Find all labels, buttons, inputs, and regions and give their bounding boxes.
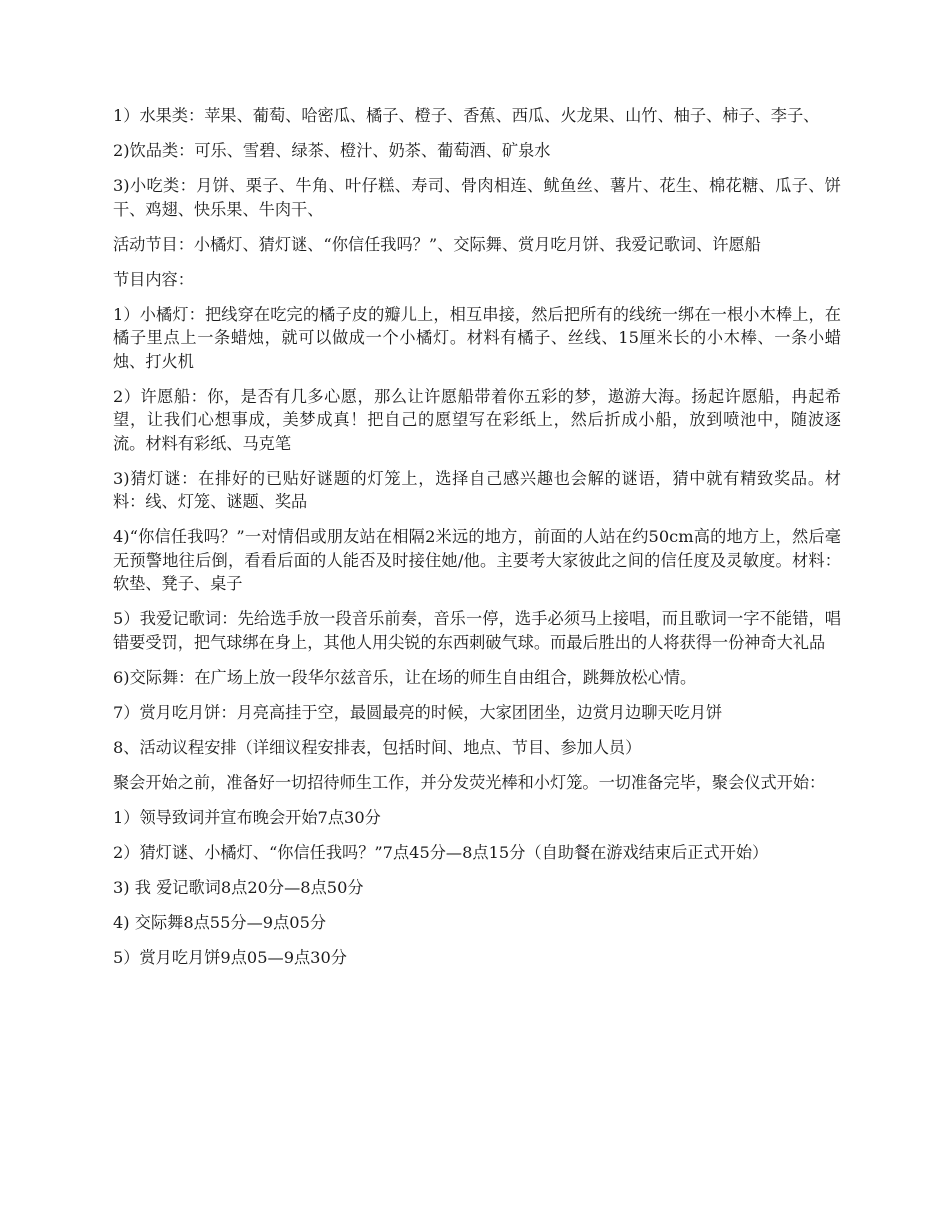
paragraph-wishing-boat: 2）许愿船：你，是否有几多心愿，那么让许愿船带着你五彩的梦，遨游大海。扬起许愿船，冉起希望，让我们心想事成，美梦成真！把自己的愿望写在彩纸上，然后折成小船，放到喷池中，随波逐流。材料有彩纸、马克笔 — [113, 386, 841, 453]
paragraph-drinks: 2)饮品类：可乐、雪碧、绿茶、橙汁、奶茶、葡萄酒、矿泉水 — [113, 141, 551, 160]
agenda-item-2: 2）猜灯谜、小橘灯、“你信任我吗？”7点45分—8点15分（自助餐在游戏结束后正式开始） — [113, 842, 769, 862]
paragraph-lantern-riddles: 3)猜灯谜：在排好的已贴好谜题的灯笼上，选择自己感兴趣也会解的谜语，猜中就有精致奖品。材料：线、灯笼、谜题、奖品 — [113, 468, 841, 511]
paragraph-fruits: 1）水果类：苹果、葡萄、哈密瓜、橘子、橙子、香蕉、西瓜、火龙果、山竹、柚子、柿子、李子、 — [113, 106, 820, 125]
paragraph-moon-viewing: 7）赏月吃月饼：月亮高挂于空，最圆最亮的时候，大家团团坐，边赏月边聊天吃月饼 — [113, 702, 723, 722]
agenda-item-4: 4) 交际舞8点55分—9点05分 — [113, 912, 327, 932]
paragraph-lyrics-game: 5）我爱记歌词：先给选手放一段音乐前奏，音乐一停，选手必须马上接唱，而且歌词一字不能错，唱错要受罚，把气球绑在身上，其他人用尖锐的东西刺破气球。而最后胜出的人将获得一份神奇大礼品 — [113, 609, 841, 652]
paragraph-preparation: 聚会开始之前，准备好一切招待师生工作，并分发荧光棒和小灯笼。一切准备完毕，聚会仪式开始： — [113, 772, 826, 792]
paragraph-agenda-heading: 8、活动议程安排（详细议程安排表，包括时间、地点、节目、参加人员） — [113, 737, 642, 757]
paragraph-program-heading: 节目内容： — [113, 269, 194, 289]
agenda-item-3: 3) 我 爱记歌词8点20分—8点50分 — [113, 877, 364, 897]
document-page — [113, 104, 841, 981]
paragraph-trust-game: 4)“你信任我吗？”一对情侣或朋友站在相隔2米远的地方，前面的人站在约50cm高的地方上，然后毫无预警地往后倒，看看后面的人能否及时接住她/他。主要考大家彼此之间的信任度及灵敏度。材料：软垫、凳子、桌子 — [113, 527, 841, 593]
paragraph-activities: 活动节目：小橘灯、猜灯谜、“你信任我吗？”、交际舞、赏月吃月饼、我爱记歌词、许愿船 — [113, 234, 761, 254]
agenda-item-5: 5）赏月吃月饼9点05—9点30分 — [113, 947, 347, 967]
paragraph-snacks: 3)小吃类：月饼、栗子、牛角、叶仔糕、寿司、骨肉相连、鱿鱼丝、薯片、花生、棉花糖、瓜子、饼干、鸡翅、快乐果、牛肉干、 — [113, 176, 841, 219]
paragraph-ballroom-dance: 6)交际舞：在广场上放一段华尔兹音乐，让在场的师生自由组合，跳舞放松心情。 — [113, 667, 697, 687]
paragraph-orange-lantern: 1）小橘灯：把线穿在吃完的橘子皮的瓣儿上，相互串接，然后把所有的线统一绑在一根小木棒上，在橘子里点上一条蜡烛，就可以做成一个小橘灯。材料有橘子、丝线、15厘米长的小木棒、一条小蜡烛、打火机 — [113, 304, 841, 371]
agenda-item-1: 1）领导致词并宣布晚会开始7点30分 — [113, 807, 381, 827]
